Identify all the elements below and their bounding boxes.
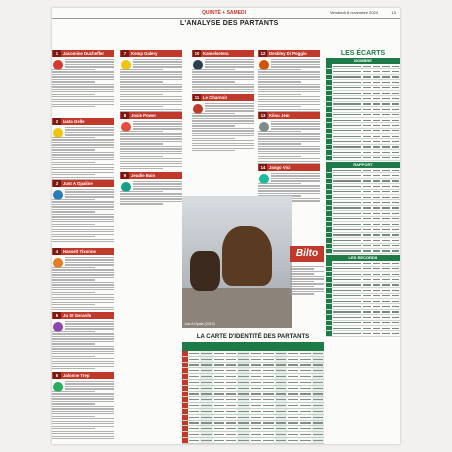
runner-number: 11 — [194, 95, 200, 100]
runner-text — [52, 127, 114, 182]
runner-number: 4 — [53, 248, 61, 255]
runner-text — [52, 59, 114, 109]
page-date: Vendredi 8 novembre 2024 — [329, 10, 378, 15]
identity-card-section — [182, 334, 324, 444]
table-row — [326, 331, 400, 336]
runner-text — [52, 381, 114, 441]
runner-card-header — [120, 50, 182, 57]
runner-name: Iasta Gelle — [63, 119, 85, 124]
runner-card-header — [192, 94, 254, 101]
sidebar-bar-records: LES RECORDS — [326, 255, 400, 261]
runner-number: 2 — [53, 118, 61, 125]
runner-text — [258, 59, 320, 116]
table-row — [326, 155, 400, 160]
page-number: 13 — [391, 10, 396, 15]
runner-number: 13 — [260, 113, 266, 118]
section-label: QUINTÉ + SAMEDI — [202, 10, 247, 16]
runner-name: Ju St Gerards — [63, 313, 92, 318]
runner-number: 3 — [53, 180, 61, 187]
runner-number: 1 — [53, 50, 61, 57]
runner-name: Just A Opaline — [63, 181, 93, 186]
runner-name: Le Charnoir — [203, 95, 228, 100]
runner-card-header — [258, 50, 320, 57]
runner-number: 10 — [194, 51, 200, 56]
runner-card-header — [52, 312, 114, 319]
bilto-ad — [290, 246, 324, 330]
runner-name: Josie Power — [131, 113, 157, 118]
runner-card-header — [120, 172, 182, 179]
runner-text — [52, 321, 114, 371]
runner-text — [258, 121, 320, 166]
page-header — [52, 8, 400, 19]
runner-card — [52, 372, 114, 379]
runner-card — [120, 172, 182, 179]
runner-name: Kilou Jem — [269, 113, 290, 118]
runner-name: Hasselt Tixonne — [63, 249, 96, 254]
runner-text — [192, 103, 254, 153]
runner-card-header — [52, 248, 114, 255]
runner-card-header — [258, 164, 320, 171]
identity-card-title: LA CARTE D'IDENTITÉ DES PARTANTS — [196, 334, 310, 340]
runner-card — [52, 50, 114, 57]
newspaper-page — [52, 8, 400, 444]
runner-card — [52, 312, 114, 319]
runner-text — [120, 181, 182, 206]
runner-card-header — [52, 50, 114, 57]
runner-card — [258, 164, 320, 171]
runner-number: 8 — [121, 112, 129, 119]
runner-card-header — [120, 112, 182, 119]
runner-name: Kamelsetera — [203, 51, 229, 56]
race-photo — [182, 196, 292, 328]
runner-text — [52, 189, 114, 244]
runner-number: 6 — [53, 372, 61, 379]
runner-card — [192, 50, 254, 57]
records-table — [326, 261, 400, 336]
runner-name: Jango Vici — [269, 165, 291, 170]
photo-caption: Just A Opale (2019) — [184, 322, 215, 326]
runner-text — [192, 59, 254, 96]
sidebar-title: LES ÉCARTS — [340, 50, 386, 57]
runner-card — [52, 248, 114, 255]
page-title: L'ANALYSE DES PARTANTS — [180, 20, 279, 27]
sidebar-bar-nombre: NOMBRE — [326, 58, 400, 64]
ecarts-table — [326, 64, 400, 161]
stats-sidebar — [326, 50, 400, 337]
runner-card — [120, 112, 182, 119]
runner-card-header — [52, 180, 114, 187]
sidebar-bar-rapport: RAPPORT — [326, 162, 400, 168]
bilto-logo: Bilto — [290, 246, 324, 262]
runner-card — [258, 112, 320, 119]
runner-card-header — [52, 118, 114, 125]
runner-card — [258, 50, 320, 57]
runner-card-header — [52, 372, 114, 379]
runner-text — [120, 121, 182, 171]
runner-card — [192, 94, 254, 101]
runner-name: Kemp Galery — [131, 51, 158, 56]
runner-name: Jeudie Bain — [131, 173, 156, 178]
table-row — [182, 437, 324, 443]
rapport-table — [326, 168, 400, 254]
runner-card — [52, 118, 114, 125]
runner-number: 9 — [121, 172, 129, 179]
runner-card-header — [258, 112, 320, 119]
runner-text — [120, 59, 182, 116]
identity-card-table — [182, 342, 324, 444]
runner-number: 7 — [121, 50, 129, 57]
runner-number: 12 — [260, 51, 266, 56]
runner-card — [52, 180, 114, 187]
runner-name: Jalonne Trep — [63, 373, 90, 378]
runner-text — [52, 257, 114, 312]
runner-card — [120, 50, 182, 57]
runner-name: Jacomine Ducheffer — [63, 51, 105, 56]
table-header-row — [182, 342, 324, 351]
runner-number: 5 — [53, 312, 61, 319]
runner-card-header — [192, 50, 254, 57]
runner-number: 14 — [260, 165, 266, 170]
table-row — [326, 248, 400, 253]
runner-name: Desbley Di Poggio — [269, 51, 307, 56]
